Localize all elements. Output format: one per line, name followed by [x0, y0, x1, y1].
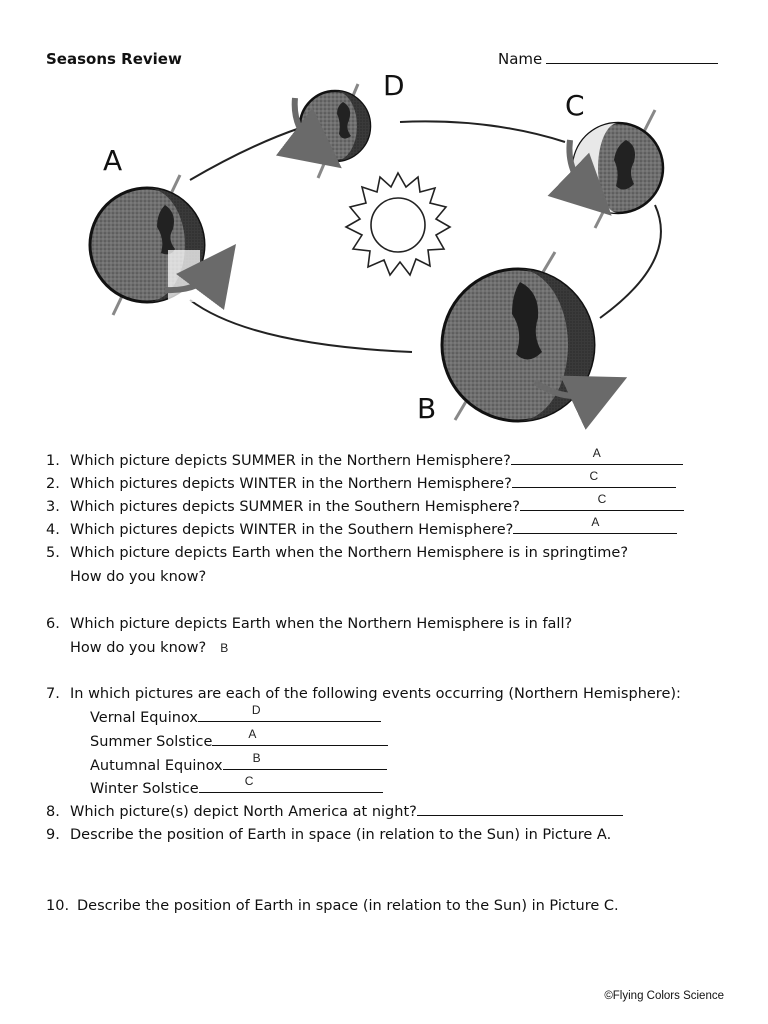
question-6-sub: How do you know? B	[70, 640, 229, 656]
answer-line-autumnal[interactable]: B	[223, 755, 387, 770]
worksheet-title: Seasons Review	[46, 50, 182, 68]
earth-orbit-diagram	[0, 60, 768, 440]
question-9: 9. Describe the position of Earth in space (in relation to the Sun) in Picture A.	[46, 827, 612, 843]
question-2: 2. Which pictures depicts WINTER in the Northern Hemisphere? C	[46, 473, 676, 494]
answer-line-3[interactable]: C	[520, 496, 684, 511]
label-a: A	[103, 144, 123, 177]
question-6: 6. Which picture depicts Earth when the Northern Hemisphere is in fall?	[46, 616, 573, 632]
answer-line-4[interactable]: A	[513, 519, 677, 534]
label-b: B	[417, 392, 437, 425]
copyright-footer: ©Flying Colors Science	[604, 990, 724, 1002]
label-d: D	[383, 69, 405, 102]
question-5-sub: How do you know?	[70, 569, 207, 585]
event-summer-solstice: Summer Solstice A	[90, 731, 388, 752]
question-10: 10. Describe the position of Earth in space (in relation to the Sun) in Picture C.	[46, 898, 619, 914]
earth-b	[442, 252, 600, 421]
event-autumnal-equinox: Autumnal Equinox B	[90, 755, 387, 776]
earth-c	[569, 110, 663, 228]
answer-line-1[interactable]: A	[511, 450, 683, 465]
answer-line-summer[interactable]: A	[212, 731, 388, 746]
answer-line-vernal[interactable]: D	[198, 707, 381, 722]
label-c: C	[565, 89, 585, 122]
question-3: 3. Which pictures depicts SUMMER in the Southern Hemisphere? C	[46, 496, 684, 517]
answer-6[interactable]: B	[220, 641, 229, 655]
answer-line-winter[interactable]: C	[199, 778, 383, 793]
question-8: 8. Which picture(s) depict North America at night?	[46, 801, 623, 822]
question-5: 5. Which picture depicts Earth when the Northern Hemisphere is in springtime?	[46, 545, 629, 561]
name-label: Name	[498, 50, 543, 68]
earth-d	[295, 84, 370, 178]
answer-line-8[interactable]	[417, 801, 623, 816]
event-winter-solstice: Winter Solstice C	[90, 778, 383, 799]
question-1: 1. Which picture depicts SUMMER in the Northern Hemisphere? A	[46, 450, 683, 471]
event-vernal-equinox: Vernal Equinox D	[90, 707, 381, 728]
question-4: 4. Which pictures depicts WINTER in the Southern Hemisphere? A	[46, 519, 677, 540]
answer-line-2[interactable]: C	[512, 473, 676, 488]
sun-icon	[346, 173, 450, 275]
earth-a	[90, 175, 218, 315]
question-7: 7. In which pictures are each of the following events occurring (Northern Hemisphere):	[46, 686, 681, 702]
